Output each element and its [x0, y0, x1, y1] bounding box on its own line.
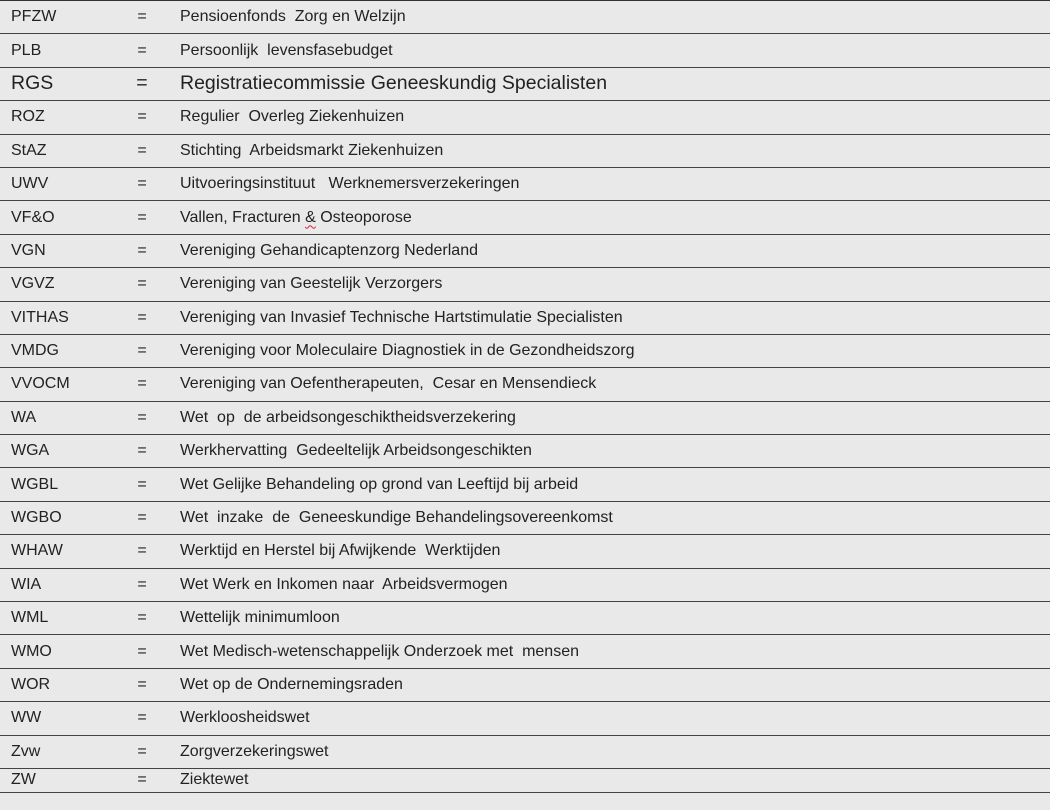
definition: Regulier Overleg Ziekenhuizen: [180, 108, 405, 126]
table-row: [0, 135, 1050, 168]
definition: Werkhervatting Gedeeltelijk Arbeidsongeschikten: [180, 442, 532, 460]
table-row: [0, 402, 1050, 435]
table-row: [0, 736, 1050, 769]
abbreviation: ZW: [11, 771, 36, 789]
equals-sign: =: [137, 208, 147, 226]
abbreviation: VMDG: [11, 342, 59, 360]
equals-sign: =: [137, 709, 147, 727]
definition: Vereniging van Oefentherapeuten, Cesar en Mensendieck: [180, 375, 597, 393]
abbreviation: WGBL: [11, 475, 59, 493]
abbreviation: WW: [11, 709, 42, 727]
definition: Pensioenfonds Zorg en Welzijn: [180, 8, 406, 26]
definition: Uitvoeringsinstituut Werknemersverzekeringen: [180, 175, 520, 193]
equals-sign: =: [137, 509, 147, 527]
definition: Vereniging van Geestelijk Verzorgers: [180, 275, 443, 293]
equals-sign: =: [137, 175, 147, 193]
equals-sign: =: [137, 41, 147, 59]
definition: Wet op de arbeidsongeschiktheidsverzekering: [180, 408, 516, 426]
table-row: [0, 635, 1050, 668]
abbreviation: ROZ: [11, 108, 45, 126]
table-row: [0, 68, 1050, 101]
equals-sign: =: [137, 275, 147, 293]
definition: Werkloosheidswet: [180, 709, 310, 727]
definition-part: Osteoporose: [315, 208, 412, 226]
table-row: [0, 235, 1050, 268]
definition: Werktijd en Herstel bij Afwijkende Werktijden: [180, 542, 501, 560]
definition: Vereniging Gehandicaptenzorg Nederland: [180, 241, 478, 259]
definition: Zorgverzekeringswet: [180, 742, 329, 760]
definition: Wet Gelijke Behandeling op grond van Leeftijd bij arbeid: [180, 475, 579, 493]
abbreviation: Zvw: [11, 742, 41, 760]
abbreviation: WMO: [11, 642, 52, 660]
equals-sign: =: [137, 742, 147, 760]
abbreviation: WML: [11, 609, 49, 627]
abbreviation: WA: [11, 408, 37, 426]
table-row: [0, 168, 1050, 201]
equals-sign: =: [137, 609, 147, 627]
equals-sign: =: [137, 408, 147, 426]
definition: [170, 209, 1050, 227]
definition: Registratiecommissie Geneeskundig Specialisten: [180, 72, 608, 95]
equals-sign: =: [137, 542, 147, 560]
abbreviation: WGBO: [11, 509, 62, 527]
table-row: [0, 101, 1050, 134]
table-row: [0, 769, 1050, 793]
table-row: [0, 468, 1050, 501]
definition: Vereniging van Invasief Technische Hartstimulatie Specialisten: [180, 308, 623, 326]
equals-sign: =: [137, 475, 147, 493]
equals-sign: =: [137, 771, 147, 789]
equals-sign: =: [137, 308, 147, 326]
definition-part: Vallen, Fracturen: [180, 208, 306, 226]
equals-sign: =: [137, 141, 147, 159]
abbreviation: WHAW: [11, 542, 63, 560]
equals-sign: =: [137, 676, 147, 693]
abbreviation: PLB: [11, 41, 42, 59]
abbreviation: VGVZ: [11, 275, 55, 293]
equals-sign: =: [137, 241, 147, 259]
table-row: [0, 268, 1050, 301]
spellcheck-marked-ampersand: &: [305, 208, 316, 226]
abbreviation: UWV: [11, 175, 49, 193]
definition: Wettelijk minimumloon: [180, 609, 340, 627]
table-row: [0, 1, 1050, 34]
equals-sign: =: [137, 375, 147, 393]
definition: Wet Werk en Inkomen naar Arbeidsvermogen: [180, 575, 508, 593]
equals-sign: =: [137, 575, 147, 593]
abbreviation: WGA: [11, 442, 50, 460]
abbreviation: VF&O: [11, 208, 55, 226]
equals-sign: =: [137, 108, 147, 126]
equals-sign: =: [136, 72, 148, 95]
table-row: [0, 702, 1050, 735]
table-row: [0, 34, 1050, 67]
equals-sign: =: [137, 442, 147, 460]
definition: Ziektewet: [180, 771, 249, 789]
table-row: [0, 201, 1050, 234]
abbreviation: WOR: [11, 676, 51, 693]
table-row: [0, 335, 1050, 368]
abbreviation: StAZ: [11, 141, 47, 159]
abbreviation: RGS: [11, 72, 54, 95]
equals-sign: =: [137, 642, 147, 660]
table-row: [0, 602, 1050, 635]
table-row: [0, 535, 1050, 568]
equals-sign: =: [137, 8, 147, 26]
definition: Persoonlijk levensfasebudget: [180, 41, 393, 59]
table-row: [0, 435, 1050, 468]
abbreviation: VVOCM: [11, 375, 70, 393]
abbreviation: WIA: [11, 575, 42, 593]
definition: Wet op de Ondernemingsraden: [180, 676, 403, 693]
table-row: [0, 669, 1050, 702]
abbreviation: VITHAS: [11, 308, 69, 326]
definition: Wet Medisch-wetenschappelijk Onderzoek met mensen: [180, 642, 579, 660]
abbreviation: VGN: [11, 241, 46, 259]
table-row: [0, 569, 1050, 602]
table-row: [0, 302, 1050, 335]
table-row: [0, 502, 1050, 535]
abbreviation: PFZW: [11, 8, 57, 26]
definition: Vereniging voor Moleculaire Diagnostiek in de Gezondheidszorg: [180, 342, 635, 360]
definition: Wet inzake de Geneeskundige Behandelingsovereenkomst: [180, 509, 613, 527]
definition: Stichting Arbeidsmarkt Ziekenhuizen: [180, 141, 444, 159]
equals-sign: =: [137, 342, 147, 360]
table-row: [0, 368, 1050, 401]
